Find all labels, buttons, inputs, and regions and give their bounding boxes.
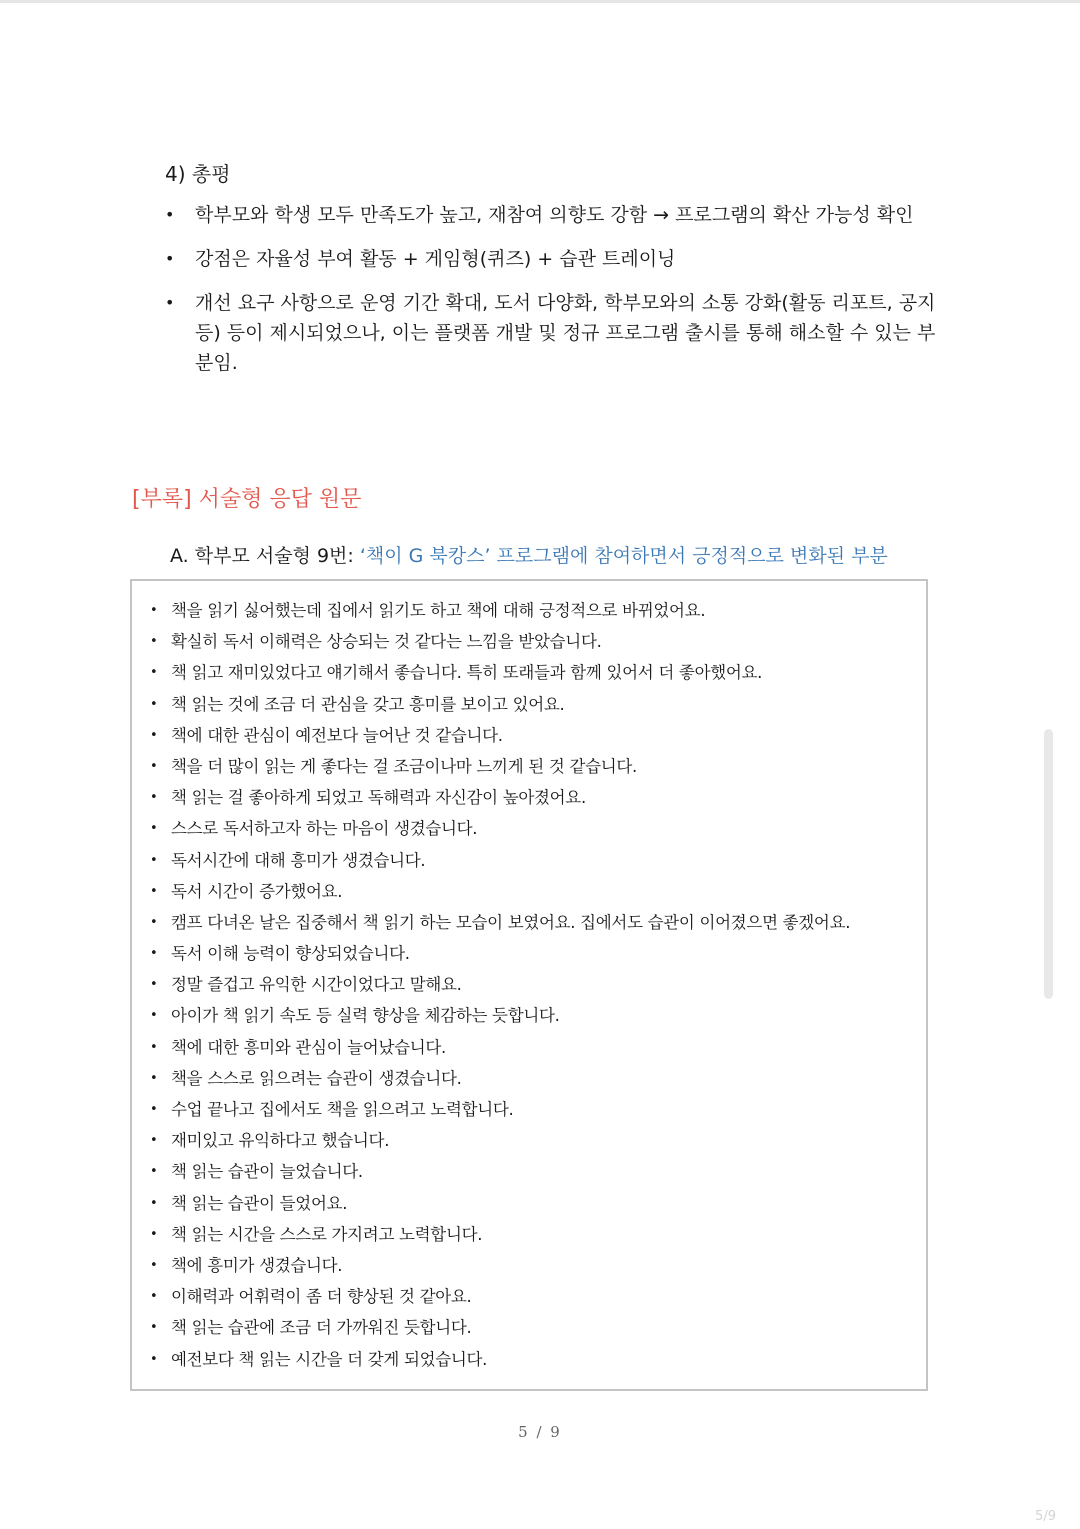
bullet-icon: • [150, 1102, 158, 1117]
bullet-icon: • [150, 696, 158, 712]
answer-item [150, 938, 926, 969]
summary-item-text: 강점은 자율성 부여 활동 + 게임형(퀴즈) + 습관 트레이닝 [195, 248, 676, 270]
summary-item [165, 244, 945, 274]
bullet-icon: • [150, 727, 158, 743]
answer-item [150, 657, 926, 688]
answer-text: 독서 시간이 증가했어요. [171, 881, 343, 901]
top-divider [0, 0, 1080, 3]
answer-text: 책 읽는 습관이 늘었습니다. [171, 1162, 363, 1182]
answer-item [150, 782, 926, 813]
answer-text: 책에 대한 관심이 예전보다 늘어난 것 같습니다. [171, 725, 503, 745]
bullet-icon: • [150, 1289, 158, 1305]
answer-text: 독서시간에 대해 흥미가 생겼습니다. [171, 850, 426, 870]
bullet-icon: • [165, 293, 175, 312]
page-number: 5 / 9 [518, 1423, 562, 1441]
answer-item [150, 1094, 926, 1125]
answer-item [150, 1344, 926, 1375]
corner-page-indicator: 5/9 [1035, 1509, 1056, 1524]
answer-text: 스스로 독서하고자 하는 마음이 생겼습니다. [171, 819, 478, 839]
bullet-icon: • [150, 1320, 158, 1336]
answer-text: 예전보다 책 읽는 시간을 더 갖게 되었습니다. [171, 1349, 488, 1369]
answer-list [132, 581, 926, 1375]
answer-item [150, 689, 926, 720]
answer-item [150, 1125, 926, 1156]
answer-text: 책에 대한 흥미와 관심이 늘어났습니다. [171, 1037, 446, 1057]
answer-item [150, 1032, 926, 1063]
answer-item [150, 1312, 926, 1343]
summary-item-text: 학부모와 학생 모두 만족도가 높고, 재참여 의향도 강함 → 프로그램의 확산 가능성 확인 [195, 204, 914, 226]
answer-text: 책 읽는 습관이 들었어요. [171, 1193, 348, 1213]
answer-box [130, 579, 928, 1391]
answer-item [150, 845, 926, 876]
answer-item [150, 1281, 926, 1312]
summary-item-text: 개선 요구 사항으로 운영 기간 확대, 도서 다양화, 학부모와의 소통 강화(활동 리포트, 공지 등) 등이 제시되었으나, 이는 플랫폼 개발 및 정규 프로그램 출시를 통해 해소할 수 있는 부분임. [195, 292, 936, 374]
summary-heading: 4) 총평 [165, 162, 231, 186]
answer-item [150, 720, 926, 751]
answer-text: 책을 더 많이 읽는 게 좋다는 걸 조금이나마 느끼게 된 것 같습니다. [171, 756, 637, 776]
answer-item [150, 1219, 926, 1250]
bullet-icon: • [150, 665, 158, 681]
answer-item [150, 1000, 926, 1031]
bullet-icon: • [150, 821, 158, 837]
answer-text: 책에 흥미가 생겼습니다. [171, 1255, 343, 1275]
answer-item [150, 1250, 926, 1281]
bullet-icon: • [165, 249, 175, 268]
bullet-icon: • [150, 1351, 158, 1367]
bullet-icon: • [150, 790, 158, 806]
question-text: ‘책이 G 북캉스’ 프로그램에 참여하면서 긍정적으로 변화된 부분 [359, 545, 888, 567]
bullet-icon: • [150, 914, 158, 930]
answer-item [150, 595, 926, 626]
answer-item [150, 876, 926, 907]
bullet-icon: • [150, 758, 158, 774]
answer-item [150, 969, 926, 1000]
bullet-icon: • [150, 977, 158, 993]
answer-text: 이해력과 어휘력이 좀 더 향상된 것 같아요. [171, 1287, 472, 1307]
scrollbar-thumb[interactable] [1044, 729, 1053, 999]
question-prefix: A. 학부모 서술형 9번: [170, 545, 360, 567]
answer-text: 캠프 다녀온 날은 집중해서 책 읽기 하는 모습이 보였어요. 집에서도 습관이 이어졌으면 좋겠어요. [171, 912, 851, 932]
bullet-icon: • [150, 883, 158, 899]
bullet-icon: • [150, 603, 158, 618]
answer-item [150, 907, 926, 938]
bullet-icon: • [150, 852, 158, 868]
answer-text: 아이가 책 읽기 속도 등 실력 향상을 체감하는 듯합니다. [171, 1006, 560, 1026]
bullet-icon: • [150, 946, 158, 962]
answer-item [150, 1188, 926, 1219]
bullet-icon: • [150, 1008, 158, 1024]
answer-text: 수업 끝나고 집에서도 책을 읽으려고 노력합니다. [171, 1100, 514, 1119]
answer-item [150, 813, 926, 844]
answer-text: 책 읽는 것에 조금 더 관심을 갖고 흥미를 보이고 있어요. [171, 694, 565, 714]
bullet-icon: • [150, 1257, 158, 1273]
answer-text: 확실히 독서 이해력은 상승되는 것 같다는 느낌을 받았습니다. [171, 632, 602, 652]
answer-item [150, 626, 926, 657]
answer-text: 독서 이해 능력이 향상되었습니다. [171, 944, 410, 964]
answer-text: 재미있고 유익하다고 했습니다. [171, 1131, 390, 1151]
summary-list [165, 200, 945, 392]
question-heading [170, 541, 888, 568]
bullet-icon: • [150, 1039, 158, 1055]
answer-text: 책을 읽기 싫어했는데 집에서 읽기도 하고 책에 대해 긍정적으로 바뀌었어요. [171, 601, 706, 620]
bullet-icon: • [150, 1195, 158, 1211]
answer-text: 책 읽는 습관에 조금 더 가까워진 듯합니다. [171, 1318, 472, 1338]
answer-item [150, 1156, 926, 1187]
answer-text: 책을 스스로 읽으려는 습관이 생겼습니다. [171, 1068, 462, 1088]
appendix-title: [부록] 서술형 응답 원문 [132, 487, 362, 512]
answer-text: 책 읽는 걸 좋아하게 되었고 독해력과 자신감이 높아졌어요. [171, 788, 586, 808]
bullet-icon: • [150, 1070, 158, 1086]
bullet-icon: • [150, 1226, 158, 1242]
summary-item [165, 200, 945, 230]
answer-item [150, 1063, 926, 1094]
answer-text: 책 읽는 시간을 스스로 가지려고 노력합니다. [171, 1224, 483, 1244]
bullet-icon: • [150, 1164, 158, 1180]
answer-text: 책 읽고 재미있었다고 얘기해서 좋습니다. 특히 또래들과 함께 있어서 더 좋아했어요. [171, 663, 763, 683]
answer-item [150, 751, 926, 782]
bullet-icon: • [150, 1133, 158, 1149]
answer-text: 정말 즐겁고 유익한 시간이었다고 말해요. [171, 975, 462, 995]
summary-item [165, 288, 945, 378]
bullet-icon: • [165, 205, 175, 224]
bullet-icon: • [150, 634, 158, 650]
